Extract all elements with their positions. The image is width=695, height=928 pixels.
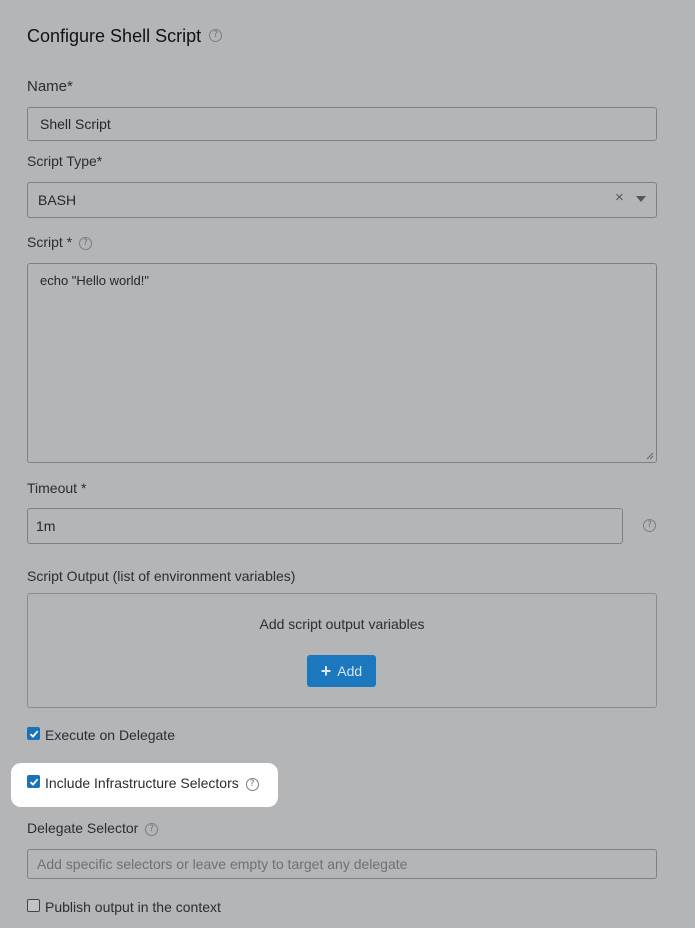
include-infra-selectors-text: Include Infrastructure Selectors xyxy=(45,775,239,791)
add-button-label: Add xyxy=(337,663,363,679)
script-textarea[interactable] xyxy=(27,263,657,463)
name-value: Shell Script xyxy=(40,116,111,132)
delegate-selector-label-text: Delegate Selector xyxy=(27,820,139,836)
name-input[interactable] xyxy=(27,107,657,141)
help-icon[interactable]: ? xyxy=(246,778,259,791)
script-label-text: Script * xyxy=(27,234,73,250)
include-infra-selectors-label xyxy=(45,775,259,791)
page-title xyxy=(27,26,222,47)
script-output-label: Script Output (list of environment variables) xyxy=(27,568,296,584)
delegate-selector-input[interactable] xyxy=(27,849,657,879)
publish-output-label: Publish output in the context xyxy=(45,899,221,915)
script-output-empty-text: Add script output variables xyxy=(259,616,425,632)
add-button[interactable] xyxy=(307,655,376,687)
script-type-select[interactable] xyxy=(27,182,657,218)
delegate-selector-label xyxy=(27,820,158,836)
include-infra-selectors-checkbox[interactable] xyxy=(27,775,40,788)
plus-icon: + xyxy=(320,660,332,681)
timeout-value: 1m xyxy=(36,518,56,534)
title-text: Configure Shell Script xyxy=(27,26,202,46)
resize-handle-icon[interactable] xyxy=(646,452,654,460)
script-output-panel xyxy=(27,593,657,708)
script-value: echo "Hello world!" xyxy=(40,273,149,288)
help-icon[interactable]: ? xyxy=(643,519,656,532)
timeout-label: Timeout * xyxy=(27,480,87,496)
script-type-label: Script Type* xyxy=(27,153,103,169)
timeout-input[interactable] xyxy=(27,508,623,544)
script-label xyxy=(27,234,92,250)
name-label: Name* xyxy=(27,78,73,95)
delegate-selector-placeholder: Add specific selectors or leave empty to target any delegate xyxy=(37,856,408,872)
publish-output-checkbox[interactable] xyxy=(27,899,40,912)
check-icon xyxy=(29,777,39,787)
help-icon[interactable]: ? xyxy=(209,29,222,42)
execute-on-delegate-checkbox[interactable] xyxy=(27,727,40,740)
check-icon xyxy=(29,729,39,739)
script-type-value: BASH xyxy=(38,192,77,208)
chevron-down-icon[interactable] xyxy=(636,196,646,202)
clear-icon[interactable]: × xyxy=(615,189,624,206)
execute-on-delegate-label: Execute on Delegate xyxy=(45,727,175,743)
help-icon[interactable]: ? xyxy=(145,823,158,836)
help-icon[interactable]: ? xyxy=(79,237,92,250)
